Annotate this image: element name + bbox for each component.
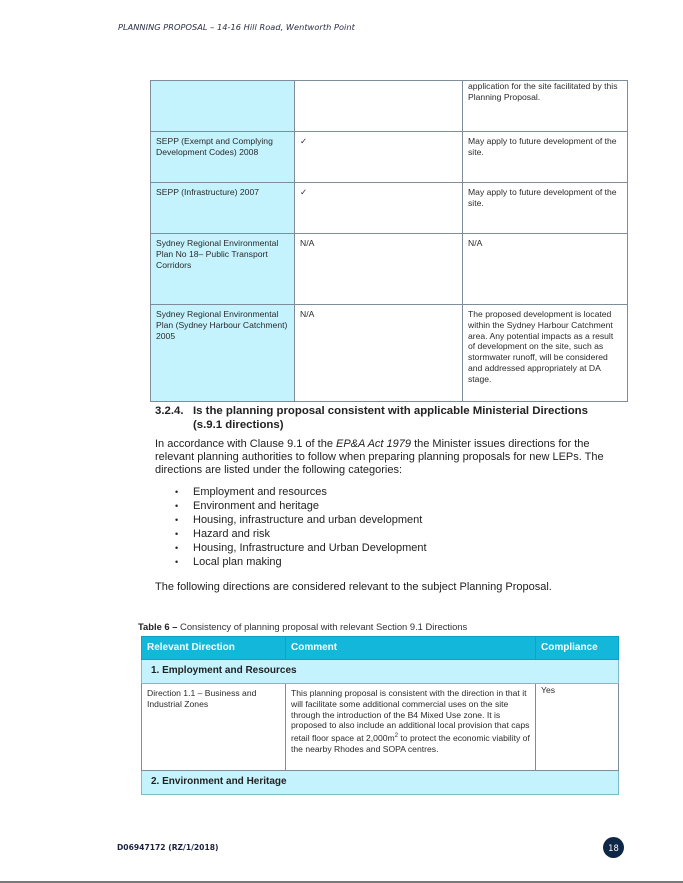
section-title-line2: (s.9.1 directions) — [193, 418, 284, 431]
instrument-cell: Sydney Regional Environmental Plan No 18– Public Transport Corridors — [151, 234, 295, 305]
direction-cell: Direction 1.1 – Business and Industrial Zones — [142, 684, 286, 771]
instrument-cell: SEPP (Infrastructure) 2007 — [151, 183, 295, 234]
document-reference: D06947172 (RZ/1/2018) — [117, 843, 219, 852]
table-row — [142, 684, 619, 771]
table-row — [151, 81, 628, 132]
category-label: 2. Environment and Heritage — [142, 771, 619, 795]
act-name: EP&A Act 1979 — [336, 438, 412, 450]
category-label: 1. Employment and Resources — [142, 660, 619, 684]
comment-text: This planning proposal is consistent with the direction in that it will facilitate some additional commercial uses on the site through the introduction of the B4 Mixed Use zone. It is proposed to also include an additional local provision that caps retail floor space at 2,000m — [291, 688, 530, 744]
consistent-cell: N/A — [295, 305, 463, 402]
table-header-row — [142, 637, 619, 660]
column-header-direction: Relevant Direction — [142, 637, 286, 660]
table-caption — [138, 621, 467, 632]
list-item: • Housing, Infrastructure and Urban Development — [175, 541, 427, 555]
running-header: PLANNING PROPOSAL – 14-16 Hill Road, Wentworth Point — [118, 22, 355, 32]
comment-cell: N/A — [463, 234, 628, 305]
section-number: 3.2.4. — [155, 405, 184, 417]
ministerial-directions-table — [141, 636, 619, 795]
consistent-cell — [295, 81, 463, 132]
superscript: 2 — [394, 733, 399, 740]
comment-cell: May apply to future development of the site. — [463, 132, 628, 183]
section-heading — [155, 405, 625, 432]
column-header-comment: Comment — [286, 637, 536, 660]
para-text: In accordance with Clause 9.1 of the — [155, 438, 336, 450]
table-row — [151, 183, 628, 234]
list-item: • Hazard and risk — [175, 527, 427, 541]
list-item: • Employment and resources — [175, 485, 427, 499]
section-title-line1: Is the planning proposal consistent with applicable Ministerial Directions — [193, 405, 588, 417]
consistent-cell: N/A — [295, 234, 463, 305]
directions-category-list — [175, 485, 427, 570]
intro-paragraph — [155, 438, 625, 478]
table-row — [151, 132, 628, 183]
table-row — [151, 305, 628, 402]
category-row — [142, 660, 619, 684]
table-row — [151, 234, 628, 305]
comment-cell — [286, 684, 536, 771]
list-item: • Environment and heritage — [175, 499, 427, 513]
caption-text: Consistency of planning proposal with relevant Section 9.1 Directions — [177, 621, 468, 632]
category-row — [142, 771, 619, 795]
instrument-cell — [151, 81, 295, 132]
comment-cell: May apply to future development of the site. — [463, 183, 628, 234]
sepp-consistency-table — [150, 80, 628, 402]
instrument-cell: SEPP (Exempt and Complying Development Codes) 2008 — [151, 132, 295, 183]
caption-label: Table 6 – — [138, 621, 178, 632]
check-mark-icon: ✓ — [295, 132, 463, 183]
page-number-badge: 18 — [603, 837, 624, 858]
comment-text: to protect the economic viability of the nearby Rhodes and SOPA centres. — [291, 733, 530, 754]
closing-paragraph: The following directions are considered relevant to the subject Planning Proposal. — [155, 581, 552, 593]
comment-cell: application for the site facilitated by this Planning Proposal. — [463, 81, 628, 132]
para-text: the Minister issues directions for the relevant planning authorities to follow when preparing planning proposals for new LEPs. The directions are listed under the following categories: — [155, 438, 604, 477]
instrument-cell: Sydney Regional Environmental Plan (Sydney Harbour Catchment) 2005 — [151, 305, 295, 402]
compliance-cell: Yes — [536, 684, 619, 771]
list-item: • Local plan making — [175, 555, 427, 569]
list-item: • Housing, infrastructure and urban development — [175, 513, 427, 527]
check-mark-icon: ✓ — [295, 183, 463, 234]
comment-cell: The proposed development is located within the Sydney Harbour Catchment area. Any potential impacts as a result of development on the site, such as stormwater runoff, will be considered and addressed appropriately at DA stage. — [463, 305, 628, 402]
column-header-compliance: Compliance — [536, 637, 619, 660]
